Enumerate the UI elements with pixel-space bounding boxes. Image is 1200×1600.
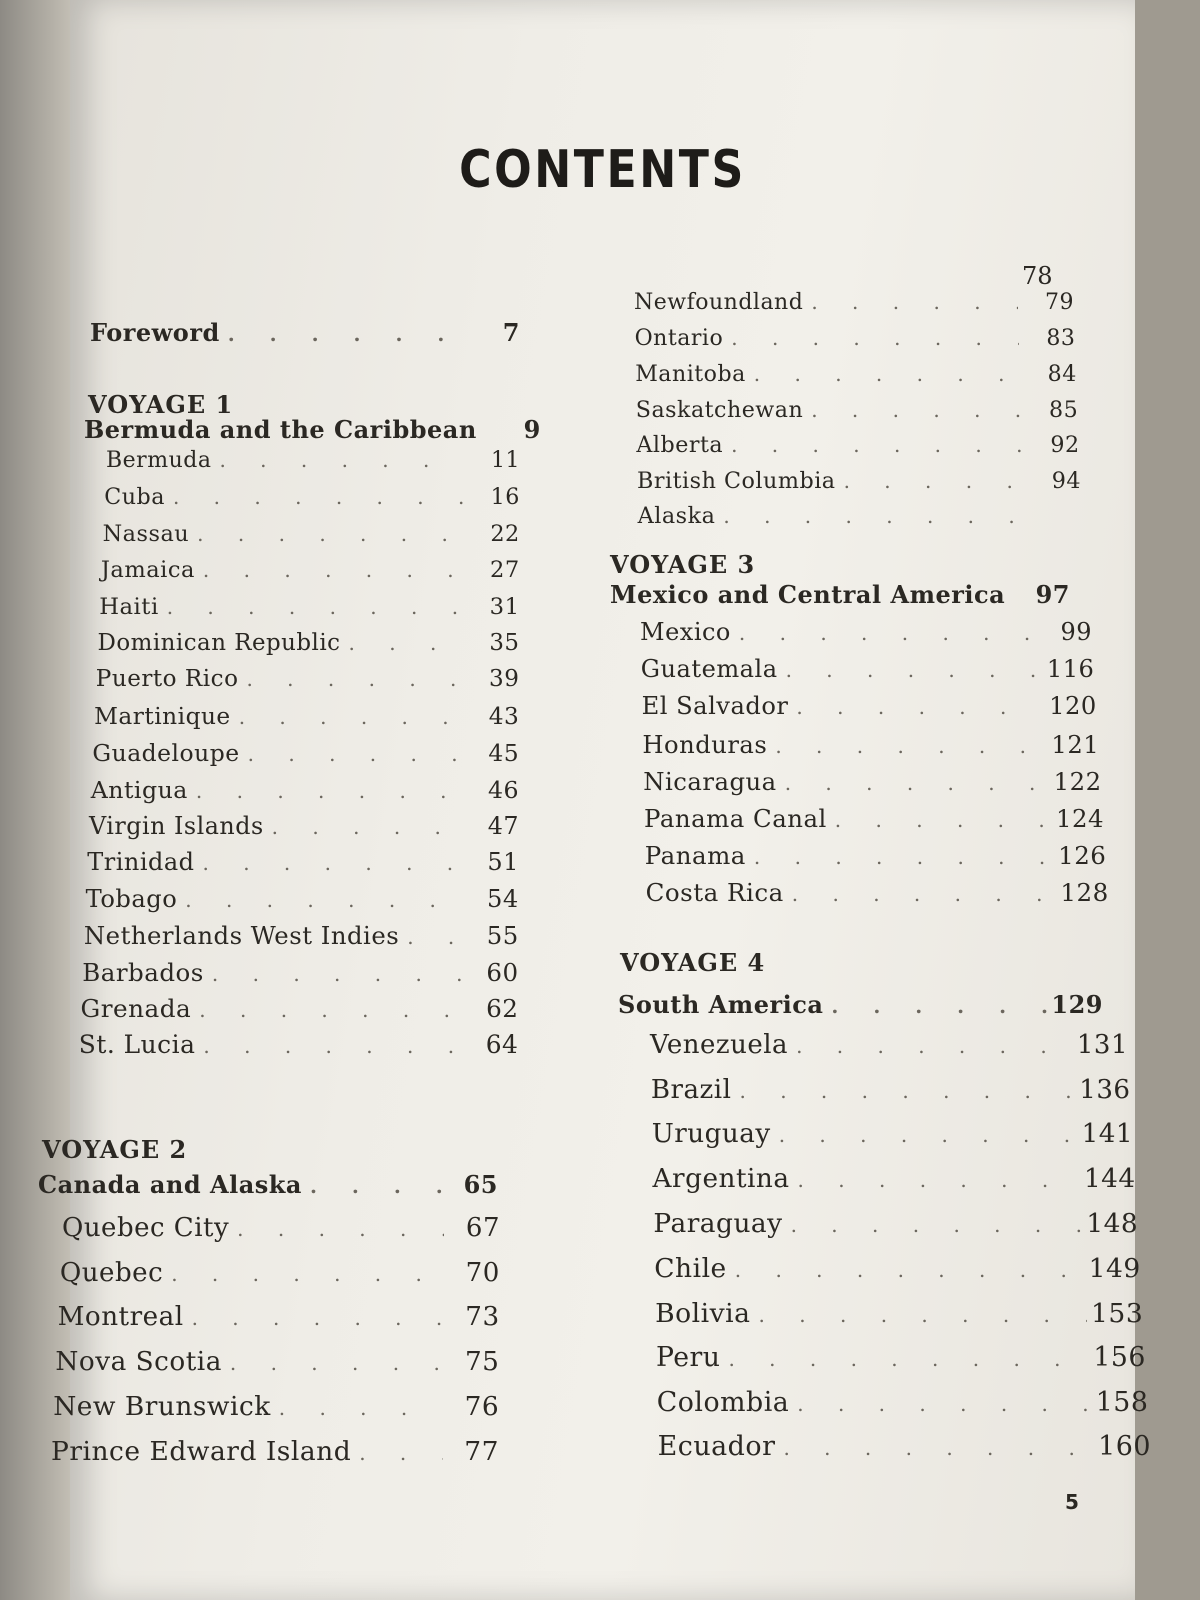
toc-entry-label: Cuba	[104, 484, 165, 511]
toc-entry-page: 43	[488, 702, 520, 730]
toc-entry	[653, 1208, 1138, 1239]
toc-entry-page: 35	[489, 630, 520, 656]
toc-entry	[96, 666, 520, 692]
toc-entry-label: Guatemala	[640, 655, 778, 684]
toc-entry-label: Quebec City	[62, 1213, 230, 1243]
toc-entry	[106, 448, 520, 473]
leader-dots	[248, 742, 464, 766]
toc-entry-label: Brazil	[650, 1074, 732, 1105]
toc-entry-page: 51	[487, 848, 519, 877]
toc-entry-page: 9	[523, 415, 541, 444]
toc-entry-page: 31	[489, 593, 520, 620]
toc-entry	[637, 468, 1081, 494]
toc-entry-page: 128	[1060, 878, 1109, 908]
toc-entry-page: 131	[1076, 1030, 1128, 1060]
toc-entry	[636, 397, 1078, 423]
leader-dots	[835, 808, 1048, 832]
leader-dots	[203, 851, 463, 875]
toc-entry-page: 64	[485, 1030, 519, 1060]
toc-entry	[651, 1075, 1131, 1105]
leader-dots	[779, 1123, 1077, 1147]
toc-entry-label: Tobago	[85, 884, 178, 913]
leader-dots	[246, 667, 463, 691]
toc-entry-page: 70	[465, 1257, 500, 1288]
toc-entry-page: 84	[1047, 361, 1077, 387]
page-number: 5	[1065, 1490, 1079, 1514]
leader-dots	[785, 771, 1046, 795]
toc-entry-page: 129	[1051, 990, 1103, 1019]
leader-dots	[792, 882, 1053, 906]
toc-entry	[104, 484, 520, 510]
toc-entry-label: Bolivia	[655, 1297, 751, 1329]
toc-entry-label: Nassau	[102, 520, 190, 547]
toc-entry	[94, 703, 519, 730]
voyage-heading: VOYAGE 4	[620, 948, 766, 977]
toc-entry-page: 149	[1088, 1253, 1141, 1284]
toc-entry	[640, 618, 1092, 646]
toc-entry-label: Panama Canal	[644, 804, 827, 833]
toc-entry-label: Alberta	[636, 432, 724, 458]
toc-entry-label: Chile	[654, 1253, 727, 1284]
leader-dots	[167, 595, 464, 619]
leader-dots	[739, 621, 1036, 645]
toc-entry-page: 160	[1098, 1431, 1151, 1463]
toc-entry-page: 60	[486, 957, 519, 987]
toc-entry-label: Manitoba	[635, 361, 746, 387]
leader-dots	[173, 485, 464, 509]
leader-dots	[203, 558, 464, 582]
toc-entry-label: Guadeloupe	[92, 739, 240, 768]
toc-entry	[101, 557, 520, 583]
leader-dots	[844, 469, 1025, 493]
toc-entry-page: 79	[1045, 290, 1074, 315]
voyage-heading: VOYAGE 3	[610, 550, 756, 579]
leader-dots	[185, 888, 463, 912]
toc-entry-label: Saskatchewan	[635, 396, 804, 423]
toc-entry-foreword	[90, 318, 520, 347]
leader-dots	[798, 1168, 1080, 1192]
toc-entry	[656, 1342, 1146, 1373]
toc-entry-label: St. Lucia	[78, 1030, 196, 1060]
toc-entry	[79, 1030, 519, 1059]
leader-dots	[199, 998, 462, 1022]
toc-entry-page: 99	[1060, 618, 1092, 646]
voyage-heading: VOYAGE 1	[88, 390, 234, 419]
toc-entry-label: Nicaragua	[643, 766, 777, 796]
toc-entry-label: Peru	[655, 1342, 721, 1374]
toc-region-entry	[618, 990, 1103, 1019]
toc-entry-label: Virgin Islands	[89, 812, 264, 840]
leader-dots	[272, 815, 463, 839]
leader-dots	[796, 1034, 1072, 1058]
toc-entry-label: Mexico and Central America	[610, 580, 1006, 609]
toc-entry-page: 148	[1086, 1208, 1139, 1240]
leader-dots	[783, 1436, 1094, 1460]
toc-entry-label: Foreword	[90, 318, 220, 347]
toc-entry-page: 136	[1079, 1074, 1131, 1105]
toc-entry-label: Venezuela	[650, 1030, 789, 1060]
toc-entry	[643, 767, 1101, 796]
toc-entry-page: 78	[1022, 262, 1053, 290]
toc-entry-page: 55	[486, 921, 519, 951]
leader-dots	[754, 362, 1021, 386]
toc-entry	[652, 1119, 1133, 1149]
toc-entry	[657, 1387, 1149, 1418]
leader-dots	[212, 962, 463, 986]
toc-entry-page: 122	[1053, 766, 1102, 796]
toc-entry-label: El Salvador	[641, 692, 789, 721]
toc-entry-page: 54	[487, 884, 519, 913]
toc-entry-label: Newfoundland	[634, 290, 804, 315]
toc-entry-page: 126	[1058, 841, 1107, 871]
toc-entry	[646, 878, 1109, 907]
leader-dots	[731, 433, 1023, 457]
toc-entry	[87, 848, 519, 876]
toc-entry	[92, 739, 519, 767]
toc-region-entry	[610, 580, 1070, 609]
leader-dots	[735, 1258, 1085, 1282]
toc-entry	[653, 1164, 1136, 1194]
toc-entry-page: 97	[1035, 580, 1070, 609]
leader-dots	[219, 448, 464, 472]
toc-entry-page: 76	[464, 1391, 500, 1422]
toc-entry-page: 27	[490, 557, 520, 584]
leader-dots	[811, 398, 1022, 422]
leader-dots	[723, 504, 1026, 528]
toc-entry	[642, 692, 1097, 720]
page-title: CONTENTS	[459, 140, 746, 200]
toc-entry	[636, 432, 1079, 458]
toc-entry-label: Puerto Rico	[95, 666, 239, 693]
toc-region-entry	[84, 415, 541, 444]
toc-entry-page: 7	[502, 318, 520, 347]
leader-dots	[796, 695, 1040, 719]
leader-dots	[811, 290, 1018, 314]
toc-entry-page: 158	[1095, 1386, 1149, 1418]
toc-entry-page: 62	[486, 994, 519, 1023]
toc-entry-page: 73	[465, 1302, 500, 1332]
toc-entry-label: Bermuda	[106, 448, 212, 473]
toc-entry-page: 75	[464, 1346, 500, 1377]
toc-entry	[98, 630, 520, 656]
toc-entry-label: Panama	[644, 841, 746, 871]
leader-dots	[775, 734, 1043, 758]
toc-entry-page: 46	[488, 775, 520, 804]
toc-entry	[645, 841, 1107, 870]
leader-dots	[310, 1174, 442, 1198]
toc-entry-label: Montreal	[57, 1302, 184, 1332]
toc-entry	[53, 1391, 499, 1422]
toc-entry-page: 124	[1055, 804, 1104, 833]
toc-entry-label: Costa Rica	[645, 878, 784, 908]
toc-entry-page: 141	[1081, 1119, 1134, 1150]
toc-entry-page: 22	[490, 520, 520, 547]
toc-entry-label: Paraguay	[653, 1208, 783, 1240]
toc-entry-page: 83	[1046, 325, 1076, 351]
leader-dots	[791, 1213, 1083, 1237]
leader-dots	[228, 322, 464, 346]
toc-entry-label: Jamaica	[100, 557, 195, 584]
toc-entry	[655, 1298, 1143, 1329]
toc-entry-label: Uruguay	[651, 1119, 771, 1150]
toc-entry-label: Ontario	[634, 325, 724, 351]
toc-entry-label: Nova Scotia	[55, 1346, 222, 1377]
toc-entry	[51, 1436, 499, 1467]
toc-entry-label: Bermuda and the Caribbean	[84, 415, 477, 444]
toc-entry	[654, 1253, 1141, 1284]
toc-entry	[84, 921, 519, 950]
toc-entry-label: British Columbia	[637, 467, 836, 494]
toc-entry-label: Trinidad	[87, 848, 195, 877]
toc-entry-label: Dominican Republic	[97, 630, 341, 656]
leader-dots	[797, 1392, 1091, 1416]
toc-entry-label: Quebec	[59, 1257, 164, 1288]
toc-entry	[658, 1431, 1151, 1462]
toc-entry	[650, 1030, 1128, 1060]
toc-entry-label: Barbados	[82, 957, 204, 987]
toc-entry	[60, 1258, 500, 1288]
leader-dots	[349, 631, 464, 655]
toc-entry-page: 92	[1050, 432, 1080, 458]
toc-entry	[81, 994, 519, 1023]
toc-entry-page: 144	[1083, 1163, 1136, 1194]
toc-entry	[62, 1213, 500, 1243]
toc-entry-page: 67	[465, 1213, 500, 1243]
toc-entry-page: 120	[1049, 692, 1097, 721]
leader-dots	[203, 1034, 462, 1058]
voyage-heading: VOYAGE 2	[42, 1135, 188, 1164]
leader-dots	[831, 994, 1047, 1018]
toc-entry-label: Prince Edward Island	[51, 1435, 352, 1467]
toc-entry-page: 65	[463, 1170, 498, 1199]
toc-entry	[635, 326, 1076, 351]
leader-dots	[759, 1303, 1087, 1327]
leader-dots	[279, 1396, 443, 1420]
leader-dots	[197, 522, 464, 546]
leader-dots	[731, 326, 1019, 350]
toc-entry-label: Haiti	[99, 593, 159, 620]
toc-entry-label: South America	[618, 990, 824, 1019]
leader-dots	[192, 1306, 444, 1330]
toc-entry	[91, 776, 519, 804]
leader-dots	[407, 925, 462, 949]
toc-entry	[55, 1347, 499, 1377]
toc-entry-label: Ecuador	[657, 1431, 776, 1463]
toc-entry-page: 11	[491, 448, 520, 473]
leader-dots	[171, 1262, 444, 1286]
toc-entry-label: Honduras	[642, 729, 768, 759]
toc-entry	[642, 730, 1099, 759]
leader-dots	[230, 1351, 444, 1375]
toc-entry	[641, 655, 1095, 683]
toc-entry-page: 77	[464, 1435, 499, 1467]
toc-entry	[99, 594, 519, 620]
leader-dots	[239, 705, 464, 729]
toc-entry	[638, 503, 1083, 529]
toc-entry-label: Alaska	[637, 503, 716, 529]
toc-entry-label: Grenada	[80, 994, 192, 1023]
toc-entry	[86, 885, 519, 913]
toc-entry-label: Argentina	[652, 1163, 790, 1194]
toc-entry-label: Mexico	[640, 618, 731, 646]
leader-dots	[728, 1347, 1089, 1371]
toc-entry-page: 85	[1049, 396, 1079, 423]
toc-entry	[634, 290, 1074, 315]
toc-entry	[58, 1302, 500, 1332]
toc-entry-page: 94	[1051, 467, 1081, 494]
toc-entry-page: 121	[1051, 729, 1100, 759]
toc-entry	[644, 804, 1104, 833]
toc-entry-label: Martinique	[94, 702, 231, 730]
leader-dots	[359, 1441, 443, 1465]
toc-entry-page: 39	[489, 666, 520, 693]
toc-entry-page: 47	[487, 812, 519, 840]
toc-entry-label: Colombia	[656, 1386, 790, 1418]
toc-entry-label: Antigua	[90, 775, 188, 804]
toc-entry-label: Netherlands West Indies	[83, 921, 400, 951]
toc-entry-page: 16	[490, 484, 520, 511]
toc-entry	[635, 361, 1077, 387]
contents-page	[38, 0, 1151, 1600]
toc-entry-page: 153	[1091, 1297, 1144, 1329]
leader-dots	[237, 1217, 444, 1241]
toc-entry-label: Canada and Alaska	[38, 1170, 302, 1199]
toc-entry	[89, 812, 519, 840]
toc-entry-page: 45	[488, 739, 520, 768]
leader-dots	[740, 1079, 1075, 1103]
toc-entry-page: 156	[1093, 1342, 1146, 1374]
toc-region-entry	[38, 1170, 498, 1199]
toc-entry	[103, 521, 520, 547]
leader-dots	[196, 779, 463, 803]
toc-entry	[82, 958, 518, 987]
leader-dots	[786, 658, 1039, 682]
toc-entry-label: New Brunswick	[53, 1391, 271, 1422]
toc-entry-page: 116	[1046, 655, 1095, 684]
leader-dots	[754, 845, 1051, 869]
